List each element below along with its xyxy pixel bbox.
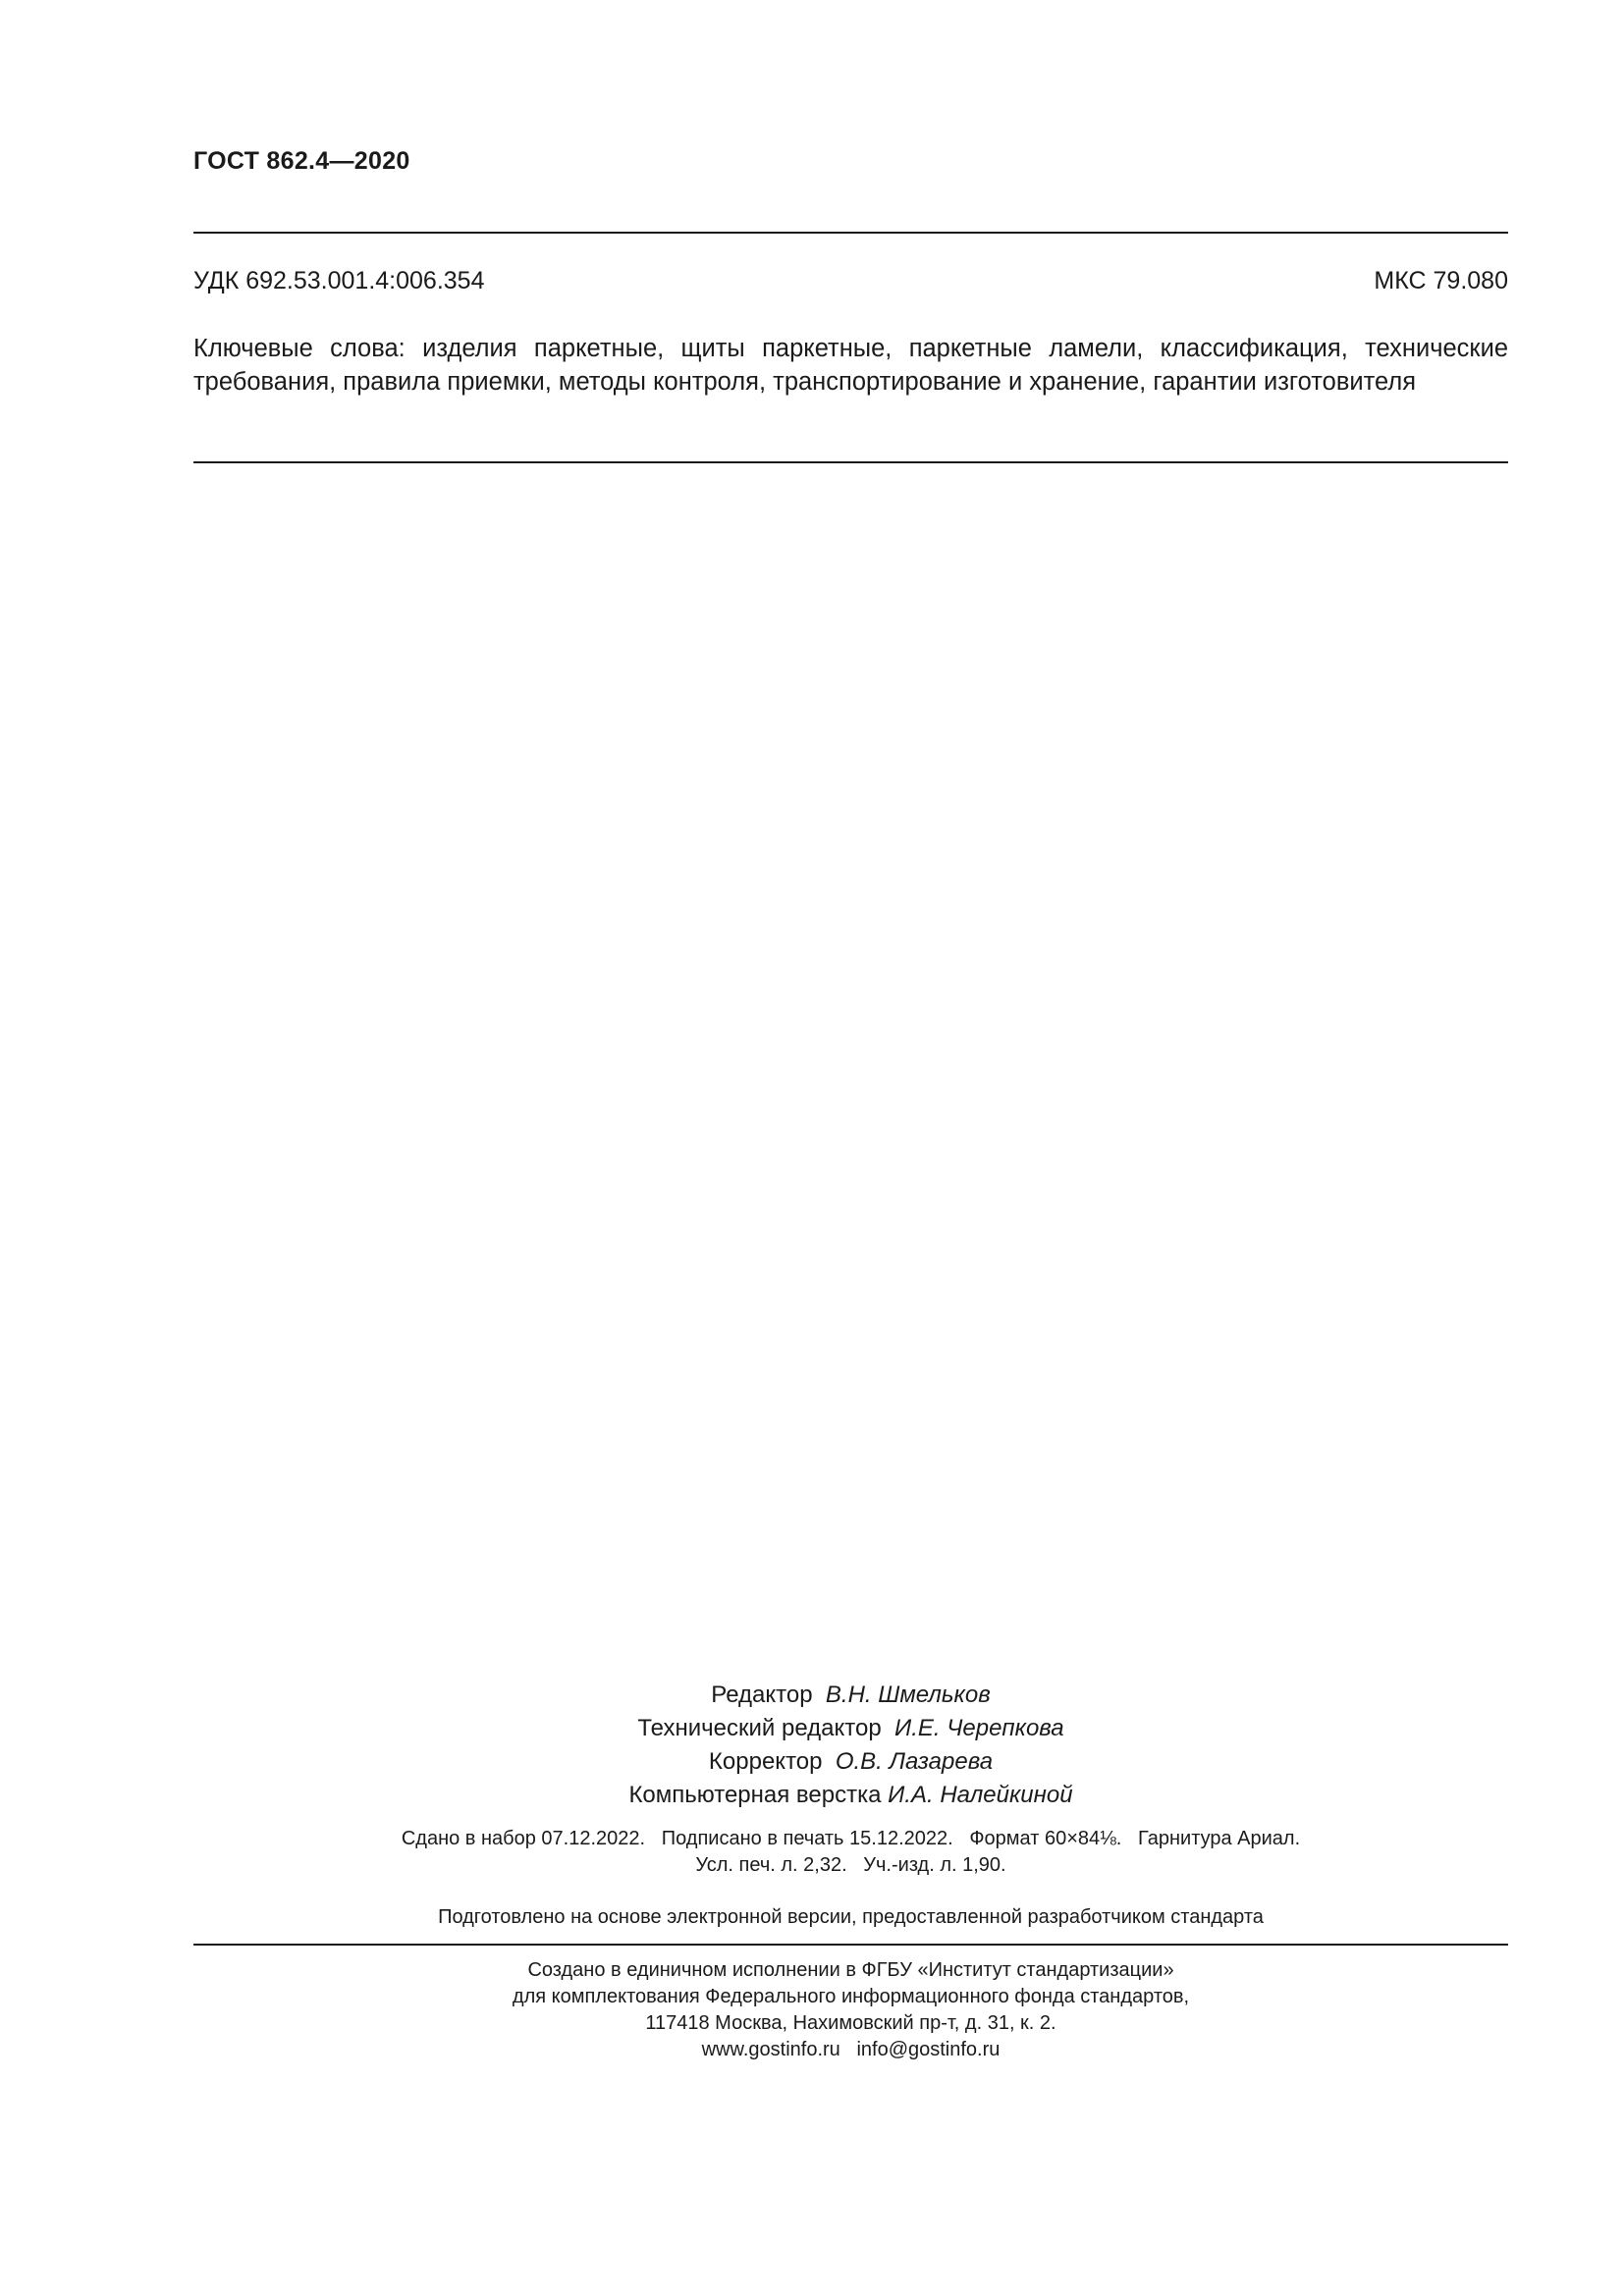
publisher-line-4: www.gostinfo.ru info@gostinfo.ru [701,2039,1001,2060]
credits-block [193,1679,1508,1812]
document-id-header: ГОСТ 862.4—2020 [193,147,410,175]
credit-tech-editor: Технический редактор И.Е. Черепкова [637,1715,1064,1741]
publisher-line-2: для комплектования Федерального информационного фонда стандартов, [512,1986,1190,2007]
publisher-line-3: 117418 Москва, Нахимовский пр-т, д. 31, к. 2. [645,2012,1056,2034]
publisher-line-1: Создано в единичном исполнении в ФГБУ «Институт стандартизации» [527,1959,1174,1981]
top-divider [193,232,1508,234]
imprint-line-1: Сдано в набор 07.12.2022. Подписано в печать 15.12.2022. Формат 60×84⅛. Гарнитура Ариал. [401,1828,1301,1849]
keywords-divider [193,461,1508,463]
imprint-line-2: Усл. печ. л. 2,32. Уч.-изд. л. 1,90. [695,1854,1006,1876]
credit-layout: Компьютерная верстка И.А. Налейкиной [628,1782,1073,1808]
udk-code: УДК 692.53.001.4:006.354 [193,267,485,294]
credit-proofreader: Корректор О.В. Лазарева [708,1748,994,1775]
imprint-block [193,1826,1508,1879]
publisher-block [193,1957,1508,2063]
prepared-note: Подготовлено на основе электронной версии, предоставленной разработчиком стандарта [438,1906,1264,1928]
bottom-divider [193,1944,1508,1946]
mks-code: МКС 79.080 [1374,267,1508,294]
keywords-paragraph: Ключевые слова: изделия паркетные, щиты паркетные, паркетные ламели, классификация, технические требования, правила приемки, методы контроля, транспортирование и хранение, гарантии изготовителя [193,335,1508,396]
credit-editor: Редактор В.Н. Шмельков [711,1682,991,1708]
